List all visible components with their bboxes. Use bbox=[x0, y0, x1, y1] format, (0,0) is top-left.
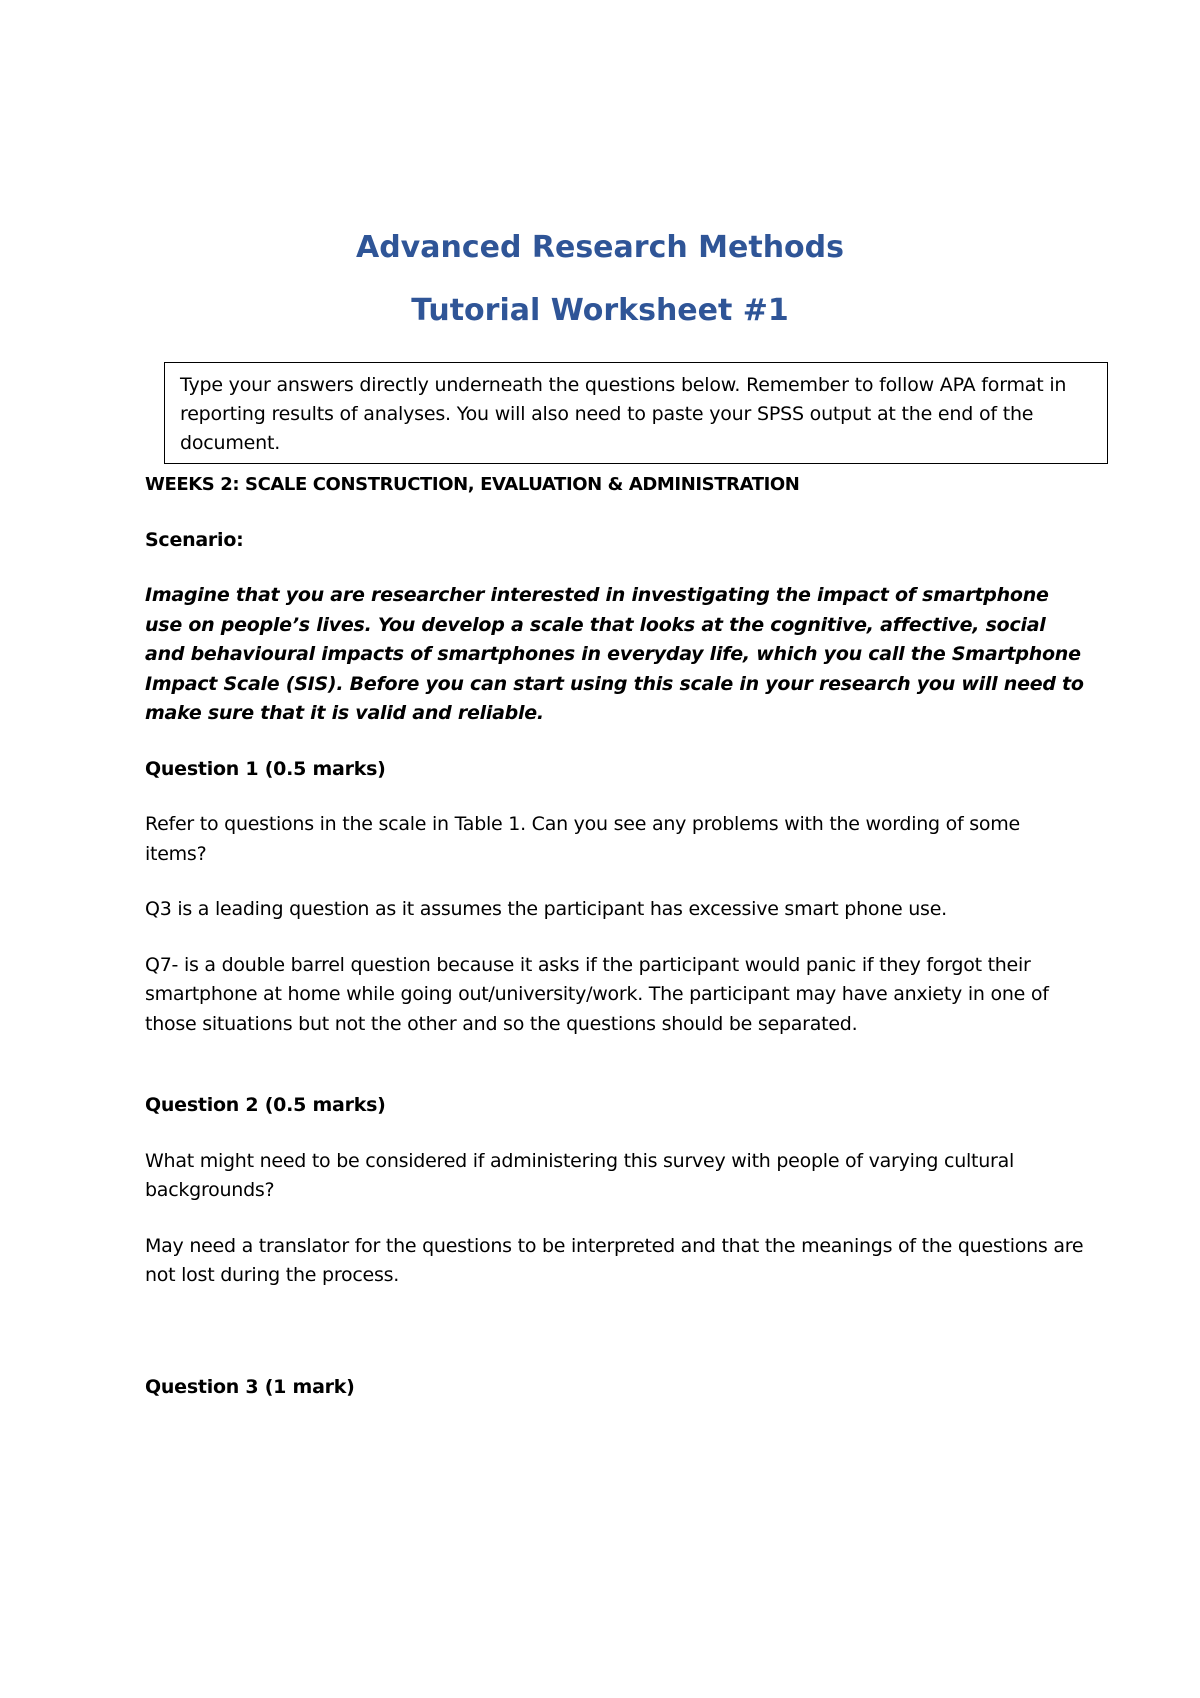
question-1-prompt: Refer to questions in the scale in Table 1. Can you see any problems with the wording of some items? bbox=[145, 813, 1020, 865]
instructions-box bbox=[164, 362, 1108, 464]
question-3-heading: Question 3 (1 mark) bbox=[145, 1375, 355, 1398]
section-heading: WEEKS 2: SCALE CONSTRUCTION, EVALUATION & ADMINISTRATION bbox=[145, 474, 800, 495]
question-2-prompt: What might need to be considered if administering this survey with people of varying cultural backgrounds? bbox=[145, 1149, 1015, 1201]
instructions-text: Type your answers directly underneath the questions below. Remember to follow APA format in reporting results of analyses. You will also need to paste your SPSS output at the end of the document. bbox=[180, 374, 1067, 454]
question-1-answer-1: Q3 is a leading question as it assumes the participant has excessive smart phone use. bbox=[145, 898, 947, 920]
question-1-heading: Question 1 (0.5 marks) bbox=[145, 757, 386, 780]
document-subtitle: Tutorial Worksheet #1 bbox=[411, 293, 789, 328]
scenario-label: Scenario: bbox=[145, 528, 244, 551]
question-2-heading: Question 2 (0.5 marks) bbox=[145, 1094, 386, 1116]
scenario-text: Imagine that you are researcher interested in investigating the impact of smartphone use on people’s lives. You develop a scale that looks at the cognitive, affective, social and behavioural impacts of smartphones in everyday life, which you call the Smartphone Impact Scale (SIS). Before you can start using this scale in your research you will need to make sure that it is valid and reliable. bbox=[145, 584, 1084, 724]
question-2-answer-1: May need a translator for the questions to be interpreted and that the meanings of the questions are not lost during the process. bbox=[145, 1234, 1084, 1286]
document-title: Advanced Research Methods bbox=[355, 230, 844, 265]
question-1-answer-2: Q7- is a double barrel question because it asks if the participant would panic if they forgot their smartphone at home while going out/university/work. The participant may have anxiety in one of those situations but not the other and so the questions should be separated. bbox=[145, 953, 1049, 1035]
document-body bbox=[145, 470, 1085, 1402]
